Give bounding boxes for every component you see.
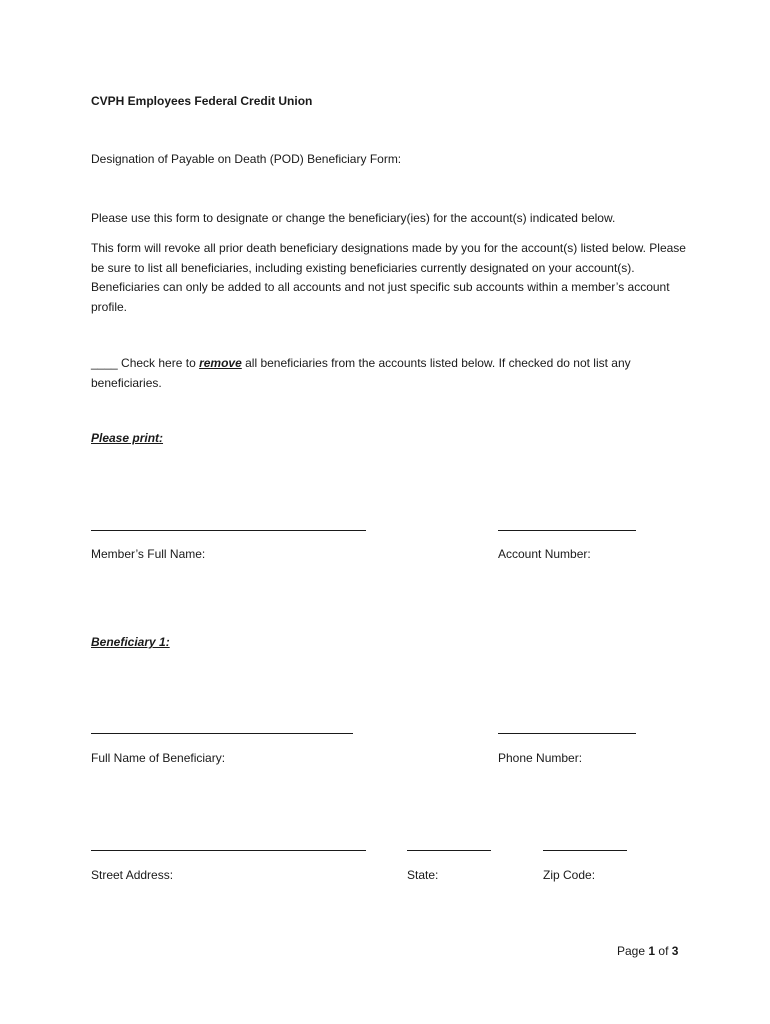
- beneficiary-1-heading: Beneficiary 1:: [91, 635, 170, 649]
- form-title: Designation of Payable on Death (POD) Beneficiary Form:: [91, 152, 402, 166]
- remove-beneficiaries-option: [91, 354, 691, 393]
- zip-code-label: Zip Code:: [543, 868, 596, 882]
- account-number-field[interactable]: [498, 530, 636, 531]
- member-full-name-field[interactable]: [91, 530, 366, 531]
- remove-option-prefix: Check here to: [117, 356, 200, 370]
- street-address-field[interactable]: [91, 850, 366, 851]
- beneficiary-phone-label: Phone Number:: [498, 751, 583, 765]
- organization-name: CVPH Employees Federal Credit Union: [91, 94, 313, 108]
- please-print-heading: Please print:: [91, 431, 164, 445]
- current-page: 1: [648, 944, 656, 958]
- state-label: State:: [407, 868, 439, 882]
- remove-checkbox-blank[interactable]: ____: [91, 356, 118, 370]
- state-field[interactable]: [407, 850, 491, 851]
- total-pages: 3: [671, 944, 679, 958]
- remove-emphasis: remove: [199, 356, 242, 370]
- account-number-label: Account Number:: [498, 547, 591, 561]
- of-word: of: [658, 944, 669, 958]
- street-address-label: Street Address:: [91, 868, 174, 882]
- remove-option-suffix: all beneficiaries from the accounts listed below. If checked do not list any beneficiaries.: [91, 356, 631, 390]
- zip-code-field[interactable]: [543, 850, 627, 851]
- member-full-name-label: Member’s Full Name:: [91, 547, 206, 561]
- instruction-paragraph-2: This form will revoke all prior death beneficiary designations made by you for the account(s) listed below. Please be sure to list all beneficiaries, including existing beneficiaries currently designated on your account(s). Beneficiaries can only be added to all accounts and not just specific sub accounts within a member’s account profile.: [91, 241, 686, 314]
- page-number: [617, 944, 678, 958]
- beneficiary-phone-field[interactable]: [498, 733, 636, 734]
- instruction-paragraph-1: Please use this form to designate or change the beneficiary(ies) for the account(s) indicated below.: [91, 211, 616, 225]
- beneficiary-full-name-field[interactable]: [91, 733, 353, 734]
- beneficiary-full-name-label: Full Name of Beneficiary:: [91, 751, 226, 765]
- page-word: Page: [617, 944, 646, 958]
